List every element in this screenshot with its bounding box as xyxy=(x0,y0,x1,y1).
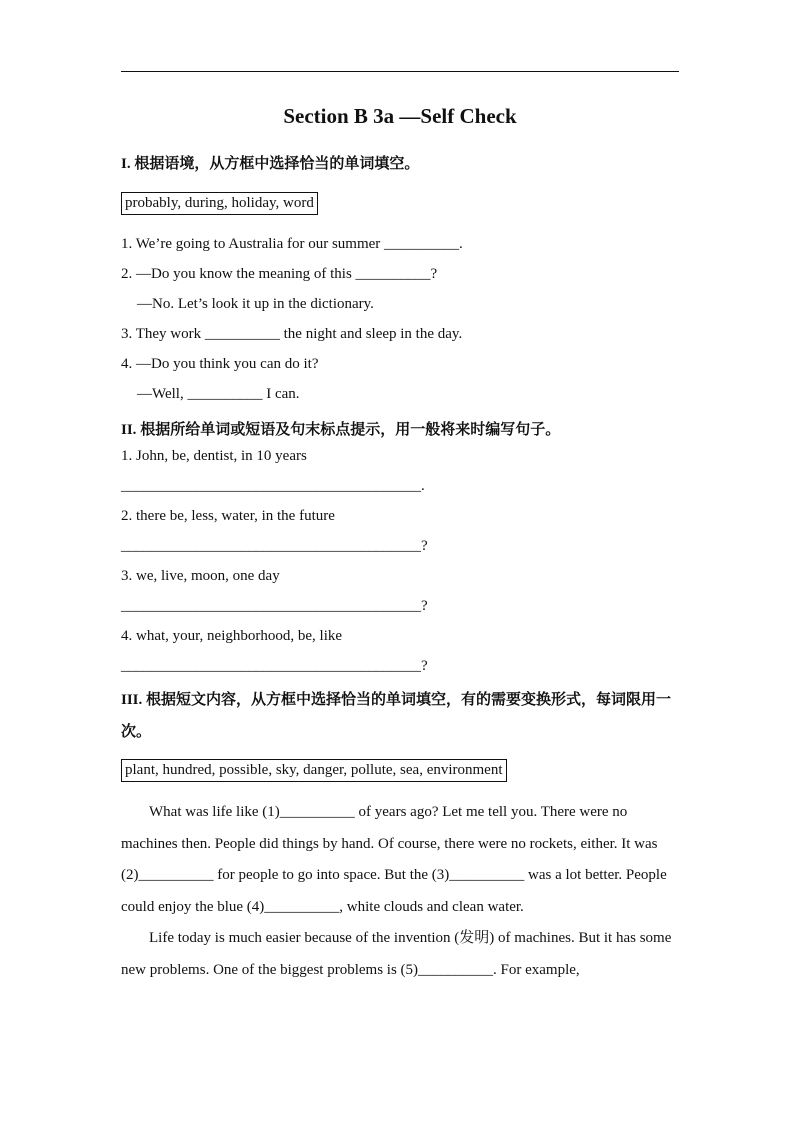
part3-heading-number: III. xyxy=(121,692,143,708)
part3-word-box: plant, hundred, possible, sky, danger, pollute, sea, environment xyxy=(121,759,507,782)
part1-item-1: 1. We’re going to Australia for our summer __________. xyxy=(121,236,463,252)
part2-answer-line-2: ________________________________________? xyxy=(121,538,428,554)
part1-item-3: 3. They work __________ the night and sleep in the day. xyxy=(121,326,463,342)
part2-heading xyxy=(121,418,560,439)
part2-heading-number: II. xyxy=(121,422,137,438)
part3-paragraph-1: What was life like (1)__________ of years ago? Let me tell you. There were no machines then. People did things by hand. Of course, there were no rockets, either. It was (2)__________ for people to go into space. But the (3)__________ was a lot better. People could enjoy the blue (4)__________, white clouds and clean water. xyxy=(121,804,667,915)
part3-paragraph-2: Life today is much easier because of the invention (发明) of machines. But it has some new problems. One of the biggest problems is (5)__________. For example, xyxy=(121,930,672,978)
part1-item-4: 4. —Do you think you can do it? xyxy=(121,356,319,372)
part2-answer-line-3: ________________________________________? xyxy=(121,598,428,614)
part1-heading xyxy=(121,152,419,173)
part3-heading-text: 根据短文内容，从方框中选择恰当的单词填空，有的需要变换形式，每词限用一次。 xyxy=(121,690,672,740)
part1-word-box: probably, during, holiday, word xyxy=(121,192,318,215)
header-rule xyxy=(121,71,679,72)
part3-heading xyxy=(121,684,681,748)
page-title: Section B 3a —Self Check xyxy=(283,104,517,128)
part2-prompt-3: 3. we, live, moon, one day xyxy=(121,568,280,584)
part2-prompt-1: 1. John, be, dentist, in 10 years xyxy=(121,448,307,464)
part2-answer-line-1: ________________________________________. xyxy=(121,478,425,494)
part1-item-2-reply: —No. Let’s look it up in the dictionary. xyxy=(137,296,374,312)
part1-item-4-reply: —Well, __________ I can. xyxy=(137,386,300,402)
part2-answer-line-4: ________________________________________? xyxy=(121,658,428,674)
part1-heading-text: 根据语境，从方框中选择恰当的单词填空。 xyxy=(134,154,420,172)
part1-heading-number: I. xyxy=(121,156,131,172)
part1-item-2: 2. —Do you know the meaning of this __________? xyxy=(121,266,438,282)
part2-heading-text: 根据所给单词或短语及句末标点提示，用一般将来时编写句子。 xyxy=(140,420,561,438)
part2-prompt-2: 2. there be, less, water, in the future xyxy=(121,508,335,524)
part2-prompt-4: 4. what, your, neighborhood, be, like xyxy=(121,628,343,644)
